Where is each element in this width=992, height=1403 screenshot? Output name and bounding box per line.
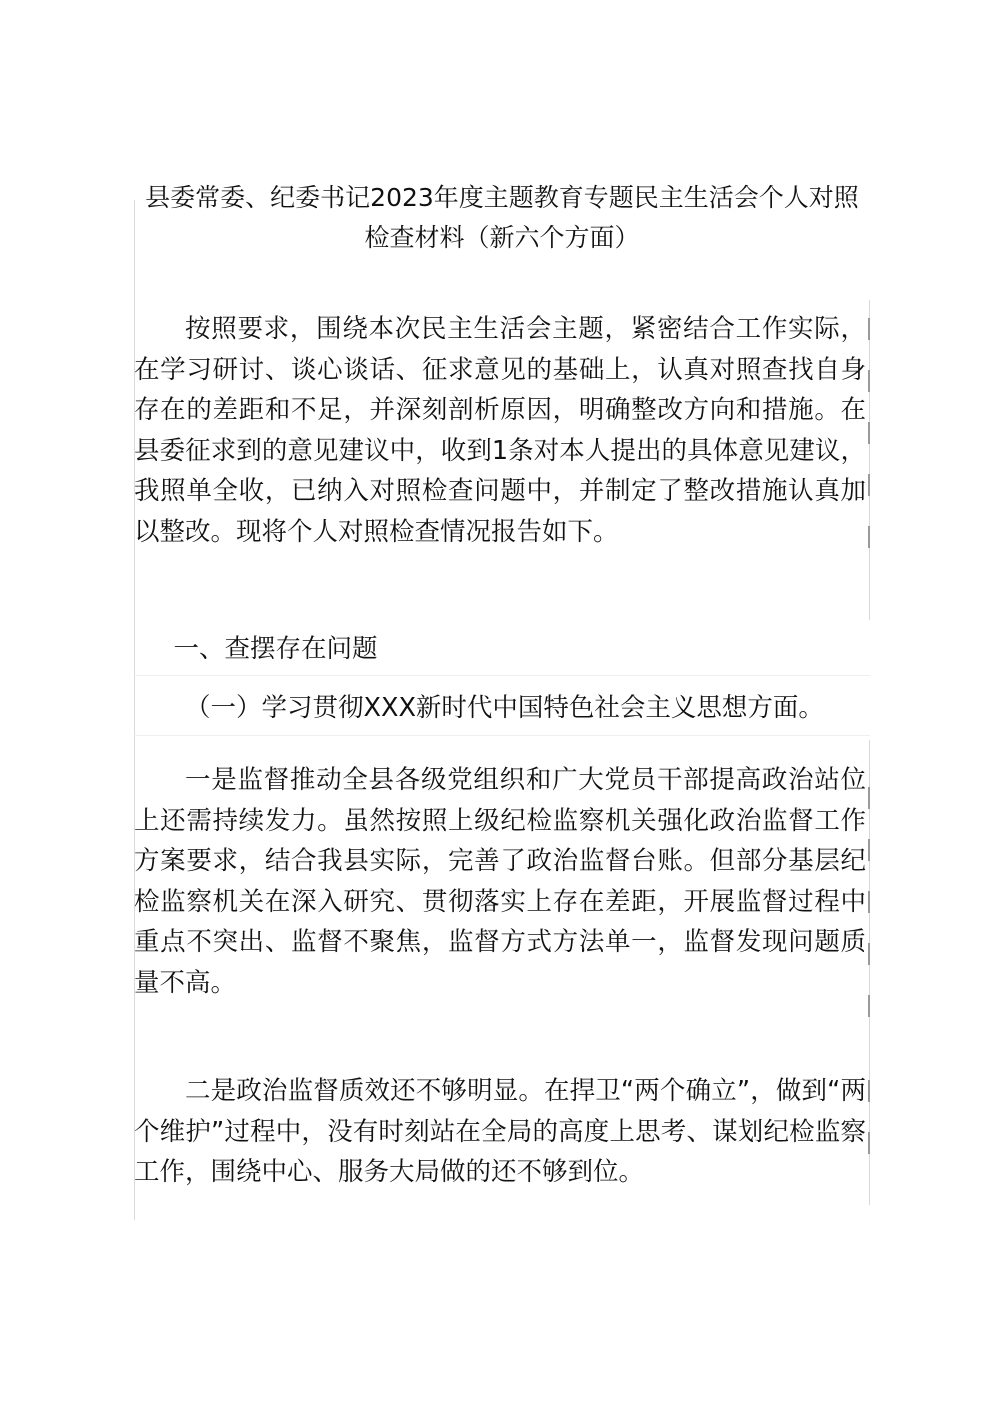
section-heading: 一、查摆存在问题 — [173, 634, 378, 664]
problem-item-1: 一是监督推动全县各级党组织和广大党员干部提高政治站位上还需持续发力。虽然按照上级纪检监察机关强化政治监督工作方案要求，结合我县实际，完善了政治监督台账。但部分基层纪检监察机关在深入研究、贯彻落实上存在差距，开展监督过程中重点不突出、监督不聚焦，监督方式方法单一，监督发现问题质量不高。 — [134, 765, 866, 998]
section-divider — [134, 675, 870, 676]
document-title: 县委常委、纪委书记2023年度主题教育专题民主生活会个人对照检查材料（新六个方面） — [145, 183, 859, 252]
problem-item-2: 二是政治监督质效还不够明显。在捍卫“两个确立”，做到“两个维护”过程中，没有时刻站在全局的高度上思考、谋划纪检监察工作，围绕中心、服务大局做的还不够到位。 — [134, 1076, 866, 1187]
intro-paragraph: 按照要求，围绕本次民主生活会主题，紧密结合工作实际，在学习研讨、谈心谈话、征求意见的基础上，认真对照查找自身存在的差距和不足，并深刻剖析原因，明确整改方向和措施。在县委征求到的意见建议中，收到1条对本人提出的具体意见建议，我照单全收，已纳入对照检查问题中，并制定了整改措施认真加以整改。现将个人对照检查情况报告如下。 — [134, 314, 866, 547]
subsection-heading: （一）学习贯彻XXX新时代中国特色社会主义思想方面。 — [185, 693, 824, 723]
section-divider — [134, 735, 870, 736]
